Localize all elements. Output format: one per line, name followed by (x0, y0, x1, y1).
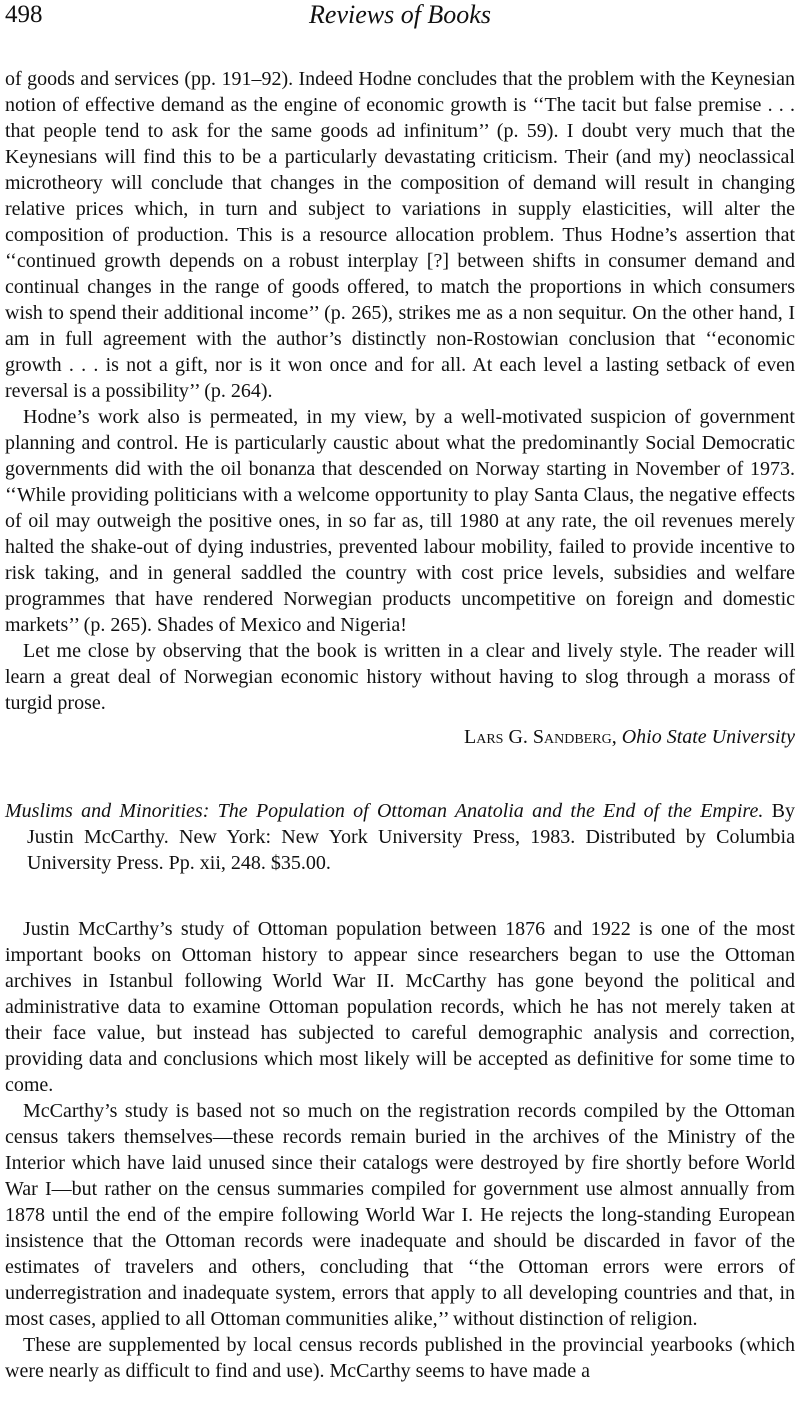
book-details: By Justin McCarthy. New York: New York University Press, 1983. Distributed by Columbia University Press. Pp. xii, 248. $35.00. (27, 800, 795, 874)
journal-page (5, 0, 795, 1384)
review-paragraph: Let me close by observing that the book is written in a clear and lively style. The reader will learn a great deal of Norwegian economic history without having to slog through a morass of turgid prose. (5, 640, 795, 714)
book-citation (5, 798, 795, 876)
review-paragraph: of goods and services (pp. 191–92). Indeed Hodne concludes that the problem with the Keynesian notion of effective demand as the engine of economic growth is ‘‘The tacit but false premise . . . that people tend to ask for the same goods ad infinitum’’ (p. 59). I doubt very much that the Keynesians will find this to be a particularly devastating criticism. Their (and my) neoclassical microtheory will conclude that changes in the composition of demand will result in changing relative prices which, in turn and subject to variations in supply elasticities, will alter the composition of production. This is a resource allocation problem. Thus Hodne’s assertion that ‘‘continued growth depends on a robust interplay [?] between shifts in consumer demand and continual changes in the range of goods offered, to match the proportions in which consumers wish to spend their additional income’’ (p. 265), strikes me as a non sequitur. On the other hand, I am in full agreement with the author’s distinctly non-Rostowian conclusion that ‘‘economic growth . . . is not a gift, nor is it won once and for all. At each level a lasting setback of even reversal is a possibility’’ (p. 264). (5, 68, 795, 402)
reviewer-name: Lars G. Sandberg (464, 726, 612, 748)
review-hodne (5, 66, 795, 750)
page-header (5, 0, 795, 40)
signature-separator: , (611, 726, 622, 748)
reviewer-signature (5, 724, 795, 750)
review-paragraph: These are supplemented by local census records published in the provincial yearbooks (which were nearly as difficult to find and use). McCarthy seems to have made a (5, 1334, 795, 1382)
review-paragraph: Hodne’s work also is permeated, in my view, by a well-motivated suspicion of government planning and control. He is particularly caustic about what the predominantly Social Democratic governments did with the oil bonanza that descended on Norway starting in November of 1973. ‘‘While providing politicians with a welcome opportunity to play Santa Claus, the negative effects of oil may outweigh the positive ones, in so far as, till 1980 at any rate, the oil revenues merely halted the shake-out of dying industries, prevented labour mobility, failed to provide incentive to risk taking, and in general saddled the country with cost price levels, subsidies and welfare programmes that have rendered Norwegian products uncompetitive on foreign and domestic markets’’ (p. 265). Shades of Mexico and Nigeria! (5, 406, 795, 636)
book-title: Muslims and Minorities: The Population of Ottoman Anatolia and the End of the Empire. (5, 800, 764, 822)
review-paragraph: Justin McCarthy’s study of Ottoman population between 1876 and 1922 is one of the most important books on Ottoman history to appear since researchers began to use the Ottoman archives in Istanbul following World War II. McCarthy has gone beyond the political and administrative data to examine Ottoman population records, which he has not merely taken at their face value, but instead has subjected to careful demographic analysis and correction, providing data and conclusions which most likely will be accepted as definitive for some time to come. (5, 918, 795, 1096)
running-head: Reviews of Books (309, 0, 491, 29)
reviewer-affiliation: Ohio State University (621, 726, 795, 748)
page-number: 498 (5, 1, 43, 28)
review-paragraph: McCarthy’s study is based not so much on the registration records compiled by the Ottoman census takers themselves—these records remain buried in the archives of the Ministry of the Interior which have laid unused since their catalogs were destroyed by fire shortly before World War I—but rather on the census summaries compiled for government use almost annually from 1878 until the end of the empire following World War I. He rejects the long-standing European insistence that the Ottoman records were inadequate and should be discarded in favor of the estimates of travelers and others, concluding that ‘‘the Ottoman errors were errors of underregistration and inadequate system, errors that apply to all developing countries and that, in most cases, applied to all Ottoman communities alike,’’ without distinction of religion. (5, 1100, 795, 1330)
review-mccarthy (5, 916, 795, 1384)
